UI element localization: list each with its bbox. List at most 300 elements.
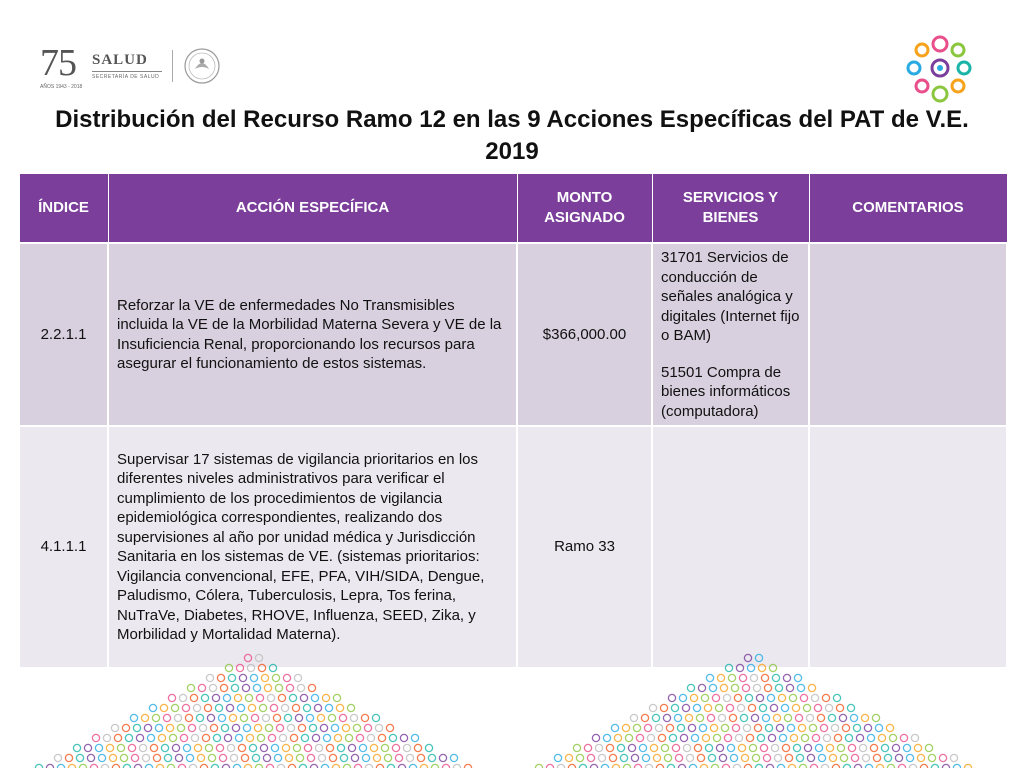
decorative-ring	[208, 754, 215, 761]
decorative-ring	[702, 734, 709, 741]
decorative-ring	[775, 684, 782, 691]
decorative-ring	[334, 734, 341, 741]
decorative-ring	[592, 734, 599, 741]
decorative-ring	[762, 714, 769, 721]
decorative-ring	[150, 744, 157, 751]
decorative-ring	[205, 744, 212, 751]
decorative-ring	[211, 764, 218, 768]
decorative-ring	[117, 744, 124, 751]
decorative-ring	[347, 704, 354, 711]
decorative-ring	[95, 744, 102, 751]
decorative-ring	[125, 734, 132, 741]
decorative-ring	[731, 684, 738, 691]
decorative-ring	[587, 754, 594, 761]
decorative-ring	[623, 764, 630, 768]
decorative-ring	[304, 744, 311, 751]
decorative-ring	[315, 744, 322, 751]
decorative-ring	[794, 674, 801, 681]
decorative-ring	[886, 724, 893, 731]
decorative-ring	[180, 734, 187, 741]
decorative-ring	[350, 714, 357, 721]
decorative-ring	[270, 704, 277, 711]
decorative-ring	[406, 754, 413, 761]
decorative-ring	[178, 764, 185, 768]
header-comentarios: COMENTARIOS	[809, 174, 1007, 244]
page-title: Distribución del Recurso Ramo 12 en las 9 Acciones Específicas del PAT de V.E. 2019	[55, 106, 969, 165]
decorative-ring	[917, 754, 924, 761]
decorative-ring	[742, 684, 749, 691]
servicio-item: 51501 Compra de bienes informáticos (computadora)	[661, 363, 791, 420]
decorative-ring	[633, 724, 640, 731]
decorative-ring	[746, 734, 753, 741]
decorative-ring	[688, 724, 695, 731]
decorative-ring	[925, 744, 932, 751]
decorative-ring	[764, 684, 771, 691]
decorative-ring	[220, 684, 227, 691]
cell-monto: Ramo 33	[517, 426, 652, 668]
decorative-ring	[820, 724, 827, 731]
decorative-ring	[351, 754, 358, 761]
decorative-ring	[204, 704, 211, 711]
decorative-ring	[187, 684, 194, 691]
decorative-ring	[240, 714, 247, 721]
decorative-ring	[442, 764, 449, 768]
decorative-ring	[609, 754, 616, 761]
decorative-ring	[131, 754, 138, 761]
decorative-ring	[122, 724, 129, 731]
decorative-ring	[269, 664, 276, 671]
decorative-ring	[395, 754, 402, 761]
decorative-ring	[576, 754, 583, 761]
decorative-ring	[283, 674, 290, 681]
decorative-ring	[736, 664, 743, 671]
decorative-ring	[811, 694, 818, 701]
decorative-ring	[752, 754, 759, 761]
decorative-ring	[669, 734, 676, 741]
decorative-ring	[241, 754, 248, 761]
decorative-ring	[232, 724, 239, 731]
decorative-ring	[255, 654, 262, 661]
decorative-ring	[318, 754, 325, 761]
decorative-ring	[254, 724, 261, 731]
decorative-ring	[257, 734, 264, 741]
decorative-ring	[749, 744, 756, 751]
decorative-ring	[671, 704, 678, 711]
decorative-ring	[639, 744, 646, 751]
decorative-ring	[123, 764, 130, 768]
decorative-ring	[650, 744, 657, 751]
decorative-ring	[772, 674, 779, 681]
salud-logo	[92, 52, 162, 80]
decorative-ring	[194, 744, 201, 751]
decorative-ring	[225, 664, 232, 671]
decorative-ring	[590, 764, 597, 768]
decorative-ring	[612, 764, 619, 768]
decorative-ring	[760, 744, 767, 751]
decorative-ring	[678, 764, 685, 768]
decorative-ring	[152, 714, 159, 721]
decorative-ring	[712, 694, 719, 701]
cell-comentarios	[809, 426, 1007, 668]
decorative-ring	[172, 744, 179, 751]
decorative-ring	[333, 694, 340, 701]
decorative-ring	[92, 734, 99, 741]
decorative-ring	[277, 764, 284, 768]
decorative-ring	[308, 684, 315, 691]
decorative-ring	[818, 754, 825, 761]
decorative-ring	[268, 734, 275, 741]
decorative-ring	[286, 684, 293, 691]
decorative-ring	[331, 724, 338, 731]
decorative-ring	[326, 744, 333, 751]
decorative-ring	[182, 704, 189, 711]
decorative-ring	[174, 714, 181, 721]
decorative-ring	[724, 734, 731, 741]
decorative-ring	[130, 714, 137, 721]
decorative-ring	[900, 734, 907, 741]
decorative-ring	[244, 764, 251, 768]
decorative-ring	[68, 764, 75, 768]
decorative-ring	[226, 704, 233, 711]
logo-divider	[172, 50, 173, 82]
decorative-ring	[145, 764, 152, 768]
decorative-ring	[171, 704, 178, 711]
decorative-ring	[230, 754, 237, 761]
decorative-ring	[744, 654, 751, 661]
decorative-ring	[706, 674, 713, 681]
decorative-ring	[808, 684, 815, 691]
decorative-ring	[218, 714, 225, 721]
decorative-ring	[120, 754, 127, 761]
decorative-ring	[784, 714, 791, 721]
decorative-ring	[663, 714, 670, 721]
decorative-ring	[54, 754, 61, 761]
decorative-ring	[320, 724, 327, 731]
decorative-ring	[370, 744, 377, 751]
decorative-ring	[854, 764, 861, 768]
decorative-ring	[779, 734, 786, 741]
decorative-ring	[668, 694, 675, 701]
decorative-ring	[264, 684, 271, 691]
decorative-ring	[76, 754, 83, 761]
decorative-ring	[361, 714, 368, 721]
decorative-ring	[464, 764, 471, 768]
decorative-ring	[260, 744, 267, 751]
anniversary-75-logo	[40, 44, 82, 90]
decorative-ring	[803, 704, 810, 711]
decorative-ring	[767, 694, 774, 701]
decorative-ring	[595, 744, 602, 751]
decorative-ring	[653, 754, 660, 761]
decorative-ring	[259, 704, 266, 711]
decorative-ring	[828, 714, 835, 721]
decorative-ring	[103, 734, 110, 741]
decorative-ring	[720, 684, 727, 691]
decorative-ring	[964, 764, 971, 768]
decorative-ring	[311, 694, 318, 701]
decorative-ring	[209, 684, 216, 691]
decorative-ring	[193, 704, 200, 711]
decorative-ring	[785, 754, 792, 761]
decorative-ring	[630, 714, 637, 721]
decorative-ring	[730, 754, 737, 761]
decorative-ring	[778, 694, 785, 701]
decorative-ring	[289, 694, 296, 701]
decorative-ring	[723, 694, 730, 701]
decorative-ring	[655, 724, 662, 731]
decorative-ring	[738, 744, 745, 751]
decorative-dot-pattern-icon	[0, 640, 1024, 768]
table-row	[19, 243, 1007, 426]
decorative-ring	[757, 734, 764, 741]
cell-servicios	[652, 243, 809, 426]
decorative-ring	[745, 694, 752, 701]
decorative-ring	[185, 714, 192, 721]
decorative-ring	[233, 764, 240, 768]
decorative-ring	[942, 764, 949, 768]
decorative-ring	[801, 734, 808, 741]
decorative-ring	[658, 734, 665, 741]
decorative-ring	[645, 764, 652, 768]
decorative-ring	[535, 764, 542, 768]
decorative-ring	[299, 764, 306, 768]
decorative-ring	[823, 734, 830, 741]
decorative-ring	[641, 714, 648, 721]
decorative-ring	[832, 764, 839, 768]
decorative-ring	[898, 764, 905, 768]
decorative-ring	[744, 764, 751, 768]
decorative-ring	[243, 724, 250, 731]
decorative-ring	[719, 754, 726, 761]
decorative-ring	[842, 724, 849, 731]
decorative-ring	[870, 744, 877, 751]
decorative-ring	[292, 704, 299, 711]
decorative-ring	[872, 714, 879, 721]
decorative-ring	[246, 734, 253, 741]
decorative-ring	[840, 754, 847, 761]
decorative-ring	[815, 744, 822, 751]
decorative-ring	[765, 724, 772, 731]
decorative-ring	[90, 764, 97, 768]
decorative-ring	[786, 684, 793, 691]
decorative-ring	[186, 754, 193, 761]
decorative-ring	[198, 684, 205, 691]
decorative-ring	[79, 764, 86, 768]
decorative-ring	[160, 704, 167, 711]
decorative-ring	[845, 734, 852, 741]
decorative-ring	[251, 714, 258, 721]
decorative-ring	[227, 744, 234, 751]
decorative-ring	[694, 744, 701, 751]
decorative-ring	[274, 754, 281, 761]
decorative-ring	[153, 754, 160, 761]
decorative-ring	[851, 754, 858, 761]
decorative-ring	[565, 754, 572, 761]
decorative-ring	[873, 754, 880, 761]
logo-75-label: AÑOS	[40, 84, 55, 90]
decorative-ring	[914, 744, 921, 751]
decorative-ring	[35, 764, 42, 768]
decorative-ring	[298, 724, 305, 731]
decorative-ring	[726, 704, 733, 711]
decorative-ring	[755, 654, 762, 661]
decorative-ring	[163, 714, 170, 721]
decorative-ring	[713, 734, 720, 741]
decorative-ring	[725, 664, 732, 671]
decorative-ring	[825, 704, 832, 711]
decorative-ring	[158, 734, 165, 741]
decorative-ring	[843, 764, 850, 768]
decorative-ring	[223, 694, 230, 701]
decorative-ring	[617, 744, 624, 751]
decorative-ring	[861, 714, 868, 721]
decorative-ring	[557, 764, 564, 768]
table-row	[19, 426, 1007, 668]
decorative-ring	[191, 734, 198, 741]
decorative-ring	[252, 754, 259, 761]
decorative-ring	[887, 764, 894, 768]
decorative-ring	[428, 754, 435, 761]
decorative-ring	[881, 744, 888, 751]
decorative-ring	[188, 724, 195, 731]
decorative-ring	[741, 754, 748, 761]
salud-logo-subtitle: SECRETARÍA DE SALUD	[92, 74, 160, 80]
header-monto: MONTO ASIGNADO	[517, 174, 652, 244]
decorative-ring	[895, 754, 902, 761]
decorative-ring	[325, 704, 332, 711]
decorative-ring	[322, 694, 329, 701]
decorative-ring	[812, 734, 819, 741]
decorative-ring	[111, 724, 118, 731]
decorative-ring	[733, 764, 740, 768]
decorative-ring	[875, 724, 882, 731]
decorative-ring	[601, 764, 608, 768]
decorative-ring	[656, 764, 663, 768]
decorative-ring	[431, 764, 438, 768]
decorative-ring	[222, 764, 229, 768]
decorative-ring	[179, 694, 186, 701]
decorative-ring	[920, 764, 927, 768]
decorative-ring	[378, 734, 385, 741]
cell-indice: 2.2.1.1	[19, 243, 108, 426]
decorative-ring	[375, 724, 382, 731]
decorative-ring	[554, 754, 561, 761]
decorative-ring	[734, 694, 741, 701]
decorative-ring	[867, 734, 874, 741]
acciones-table	[18, 173, 1008, 669]
decorative-ring	[342, 724, 349, 731]
decorative-ring	[793, 744, 800, 751]
decorative-ring	[911, 734, 918, 741]
decorative-ring	[892, 744, 899, 751]
decorative-ring	[666, 724, 673, 731]
decorative-ring	[238, 744, 245, 751]
decorative-ring	[271, 744, 278, 751]
decorative-ring	[788, 764, 795, 768]
decorative-ring	[903, 744, 910, 751]
decorative-ring	[321, 764, 328, 768]
decorative-ring	[439, 754, 446, 761]
decorative-ring	[278, 694, 285, 701]
decorative-ring	[799, 764, 806, 768]
decorative-ring	[689, 764, 696, 768]
decorative-ring	[790, 734, 797, 741]
decorative-ring	[215, 704, 222, 711]
decorative-ring	[398, 764, 405, 768]
decorative-ring	[674, 714, 681, 721]
decorative-ring	[795, 714, 802, 721]
decorative-ring	[739, 674, 746, 681]
decorative-ring	[631, 754, 638, 761]
decorative-ring	[644, 724, 651, 731]
decorative-ring	[704, 704, 711, 711]
decorative-ring	[272, 674, 279, 681]
decorative-ring	[284, 714, 291, 721]
decorative-ring	[754, 724, 761, 731]
decorative-ring	[196, 714, 203, 721]
decorative-ring	[821, 764, 828, 768]
decorative-ring	[217, 674, 224, 681]
decorative-ring	[939, 754, 946, 761]
decorative-ring	[392, 744, 399, 751]
decorative-ring	[628, 744, 635, 751]
decorative-ring	[614, 734, 621, 741]
decorative-ring	[699, 724, 706, 731]
decorative-ring	[297, 684, 304, 691]
decorative-ring	[343, 764, 350, 768]
decorative-ring	[114, 734, 121, 741]
decorative-ring	[807, 754, 814, 761]
decorative-ring	[354, 764, 361, 768]
decorative-ring	[743, 724, 750, 731]
decorative-ring	[691, 734, 698, 741]
decorative-ring	[166, 724, 173, 731]
decorative-ring	[774, 754, 781, 761]
decorative-ring	[603, 734, 610, 741]
salud-logo-rule	[92, 71, 162, 72]
decorative-ring	[792, 704, 799, 711]
decorative-ring	[664, 754, 671, 761]
decorative-ring	[212, 694, 219, 701]
decorative-ring	[323, 734, 330, 741]
decorative-ring	[759, 704, 766, 711]
decorative-ring	[804, 744, 811, 751]
decorative-ring	[190, 694, 197, 701]
decorative-ring	[65, 754, 72, 761]
decorative-ring	[231, 684, 238, 691]
decorative-ring	[84, 744, 91, 751]
decorative-ring	[229, 714, 236, 721]
decorative-ring	[266, 764, 273, 768]
decorative-ring	[950, 754, 957, 761]
decorative-ring	[634, 764, 641, 768]
decorative-ring	[683, 744, 690, 751]
decorative-ring	[200, 764, 207, 768]
decorative-ring	[134, 764, 141, 768]
decorative-ring	[139, 744, 146, 751]
decorative-ring	[708, 754, 715, 761]
decorative-ring	[98, 754, 105, 761]
decorative-ring	[642, 754, 649, 761]
decorative-ring	[705, 744, 712, 751]
decorative-ring	[909, 764, 916, 768]
decorative-ring	[245, 694, 252, 701]
decorative-ring	[859, 744, 866, 751]
decorative-ring	[228, 674, 235, 681]
decorative-ring	[732, 724, 739, 731]
decorative-ring	[810, 764, 817, 768]
decorative-ring	[771, 744, 778, 751]
